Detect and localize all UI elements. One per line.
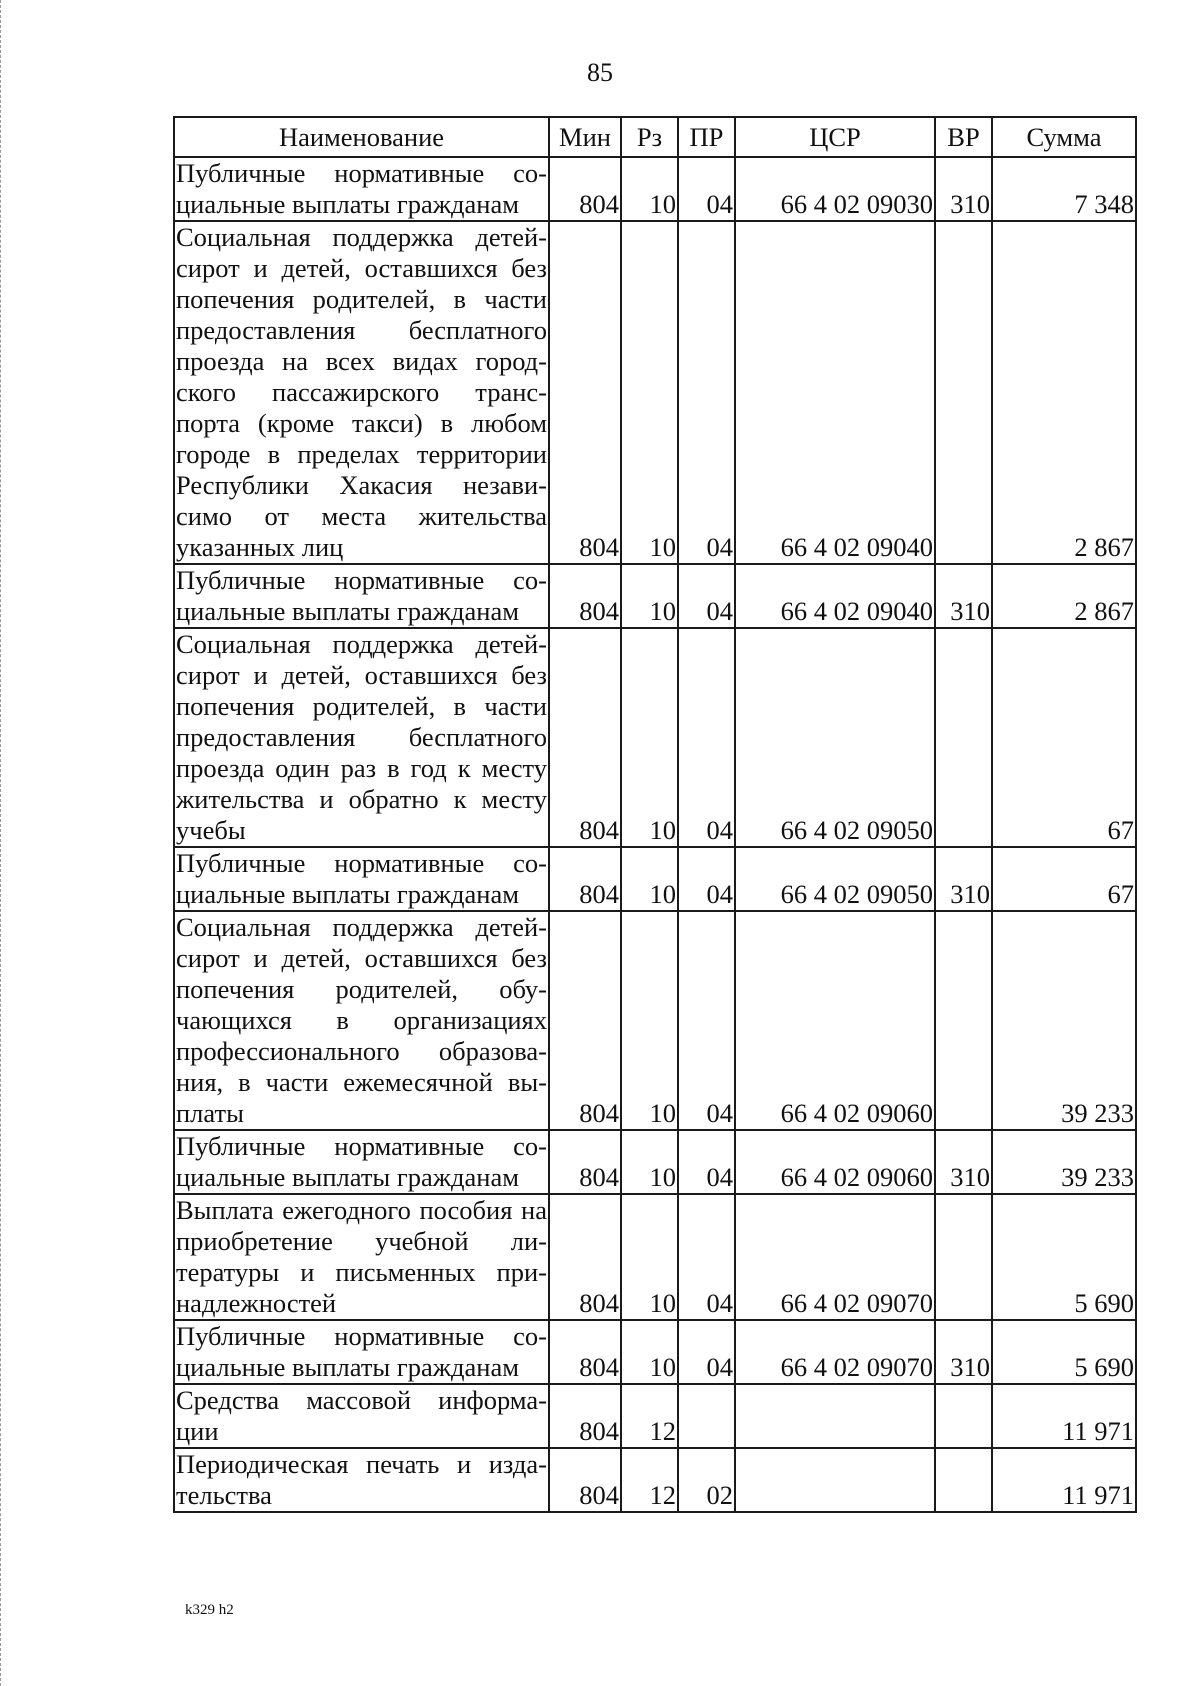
table-row bbox=[174, 157, 1136, 221]
cell-pr: 04 bbox=[678, 221, 735, 564]
table-row bbox=[174, 847, 1136, 911]
cell-rz: 10 bbox=[621, 847, 678, 911]
cell-rz: 10 bbox=[621, 221, 678, 564]
cell-pr: 04 bbox=[678, 564, 735, 628]
cell-rz: 10 bbox=[621, 157, 678, 221]
cell-sum: 5 690 bbox=[992, 1320, 1136, 1384]
cell-sum: 11 971 bbox=[992, 1384, 1136, 1448]
cell-name: Средства массовой информа-ции bbox=[176, 1385, 547, 1446]
cell-rz: 10 bbox=[621, 628, 678, 847]
cell-min: 804 bbox=[549, 847, 621, 911]
table-row bbox=[174, 1384, 1136, 1448]
cell-sum: 11 971 bbox=[992, 1448, 1136, 1512]
cell-sum: 39 233 bbox=[992, 911, 1136, 1130]
cell-vr bbox=[935, 911, 992, 1130]
cell-name: Периодическая печать и изда-тельства bbox=[176, 1449, 547, 1510]
cell-pr: 04 bbox=[678, 157, 735, 221]
cell-sum: 7 348 bbox=[992, 157, 1136, 221]
cell-vr bbox=[935, 1194, 992, 1320]
cell-name: Выплата ежегодного пособия на приобретение учебной ли-тературы и письменных при-надлежностей bbox=[176, 1195, 547, 1318]
page-number: 85 bbox=[587, 58, 613, 87]
cell-name: Публичные нормативные со-циальные выплаты гражданам bbox=[176, 158, 547, 219]
cell-min: 804 bbox=[549, 628, 621, 847]
cell-min: 804 bbox=[549, 1194, 621, 1320]
cell-csr: 66 4 02 09050 bbox=[735, 628, 935, 847]
cell-min: 804 bbox=[549, 157, 621, 221]
cell-min: 804 bbox=[549, 1448, 621, 1512]
header-rz: Рз bbox=[621, 117, 678, 157]
cell-vr: 310 bbox=[935, 157, 992, 221]
table-header-row bbox=[174, 117, 1136, 157]
cell-vr bbox=[935, 1384, 992, 1448]
cell-csr: 66 4 02 09070 bbox=[735, 1320, 935, 1384]
cell-name: Публичные нормативные со-циальные выплаты гражданам bbox=[176, 565, 547, 626]
cell-name: Социальная поддержка детей-сирот и детей, оставшихся без попечения родителей, в части предоставления бесплатного проезда один раз в год к месту жительства и обратно к месту учебы bbox=[176, 629, 547, 845]
cell-pr: 04 bbox=[678, 628, 735, 847]
cell-vr bbox=[935, 1448, 992, 1512]
cell-pr: 04 bbox=[678, 1130, 735, 1194]
cell-min: 804 bbox=[549, 1320, 621, 1384]
cell-rz: 12 bbox=[621, 1448, 678, 1512]
cell-pr: 02 bbox=[678, 1448, 735, 1512]
header-csr: ЦСР bbox=[735, 117, 935, 157]
cell-name: Публичные нормативные со-циальные выплаты гражданам bbox=[176, 1321, 547, 1382]
budget-table bbox=[173, 116, 1137, 1513]
cell-rz: 10 bbox=[621, 1130, 678, 1194]
cell-vr: 310 bbox=[935, 1320, 992, 1384]
cell-min: 804 bbox=[549, 564, 621, 628]
cell-sum: 67 bbox=[992, 847, 1136, 911]
cell-sum: 39 233 bbox=[992, 1130, 1136, 1194]
table-row bbox=[174, 628, 1136, 847]
cell-name: Социальная поддержка детей-сирот и детей, оставшихся без попечения родителей, обу-чающихся в организациях профессионального образова-ния, в части ежемесячной вы-платы bbox=[176, 912, 547, 1128]
cell-sum: 67 bbox=[992, 628, 1136, 847]
table-row bbox=[174, 1448, 1136, 1512]
header-min: Мин bbox=[549, 117, 621, 157]
cell-vr: 310 bbox=[935, 564, 992, 628]
header-sum: Сумма bbox=[992, 117, 1136, 157]
cell-rz: 10 bbox=[621, 564, 678, 628]
cell-sum: 5 690 bbox=[992, 1194, 1136, 1320]
table-row bbox=[174, 1194, 1136, 1320]
document-code: k329 h2 bbox=[185, 1602, 234, 1618]
header-name: Наименование bbox=[174, 117, 549, 157]
cell-rz: 12 bbox=[621, 1384, 678, 1448]
cell-name: Социальная поддержка детей-сирот и детей, оставшихся без попечения родителей, в части предоставления бесплатного проезда на всех видах город-ского пассажирского транс-порта (кроме такси) в любом городе в пределах территории Республики Хакасия незави-симо от места жительства указанных лиц bbox=[176, 222, 547, 562]
cell-csr: 66 4 02 09060 bbox=[735, 911, 935, 1130]
cell-pr bbox=[678, 1384, 735, 1448]
table-row bbox=[174, 221, 1136, 564]
cell-csr: 66 4 02 09050 bbox=[735, 847, 935, 911]
cell-name: Публичные нормативные со-циальные выплаты гражданам bbox=[176, 848, 547, 909]
table-row bbox=[174, 1130, 1136, 1194]
cell-rz: 10 bbox=[621, 1194, 678, 1320]
table-row bbox=[174, 1320, 1136, 1384]
header-vr: ВР bbox=[935, 117, 992, 157]
cell-vr bbox=[935, 221, 992, 564]
scan-edge bbox=[0, 0, 4, 1686]
cell-sum: 2 867 bbox=[992, 221, 1136, 564]
cell-csr: 66 4 02 09070 bbox=[735, 1194, 935, 1320]
cell-pr: 04 bbox=[678, 1194, 735, 1320]
cell-csr: 66 4 02 09040 bbox=[735, 564, 935, 628]
cell-pr: 04 bbox=[678, 911, 735, 1130]
cell-vr: 310 bbox=[935, 1130, 992, 1194]
cell-csr bbox=[735, 1448, 935, 1512]
cell-name: Публичные нормативные со-циальные выплаты гражданам bbox=[176, 1131, 547, 1192]
cell-pr: 04 bbox=[678, 1320, 735, 1384]
cell-csr: 66 4 02 09060 bbox=[735, 1130, 935, 1194]
cell-rz: 10 bbox=[621, 1320, 678, 1384]
cell-min: 804 bbox=[549, 1384, 621, 1448]
cell-sum: 2 867 bbox=[992, 564, 1136, 628]
cell-rz: 10 bbox=[621, 911, 678, 1130]
cell-vr bbox=[935, 628, 992, 847]
cell-csr: 66 4 02 09030 bbox=[735, 157, 935, 221]
cell-min: 804 bbox=[549, 1130, 621, 1194]
cell-vr: 310 bbox=[935, 847, 992, 911]
cell-min: 804 bbox=[549, 911, 621, 1130]
cell-csr: 66 4 02 09040 bbox=[735, 221, 935, 564]
header-pr: ПР bbox=[678, 117, 735, 157]
cell-pr: 04 bbox=[678, 847, 735, 911]
cell-csr bbox=[735, 1384, 935, 1448]
table-row bbox=[174, 911, 1136, 1130]
cell-min: 804 bbox=[549, 221, 621, 564]
table-row bbox=[174, 564, 1136, 628]
